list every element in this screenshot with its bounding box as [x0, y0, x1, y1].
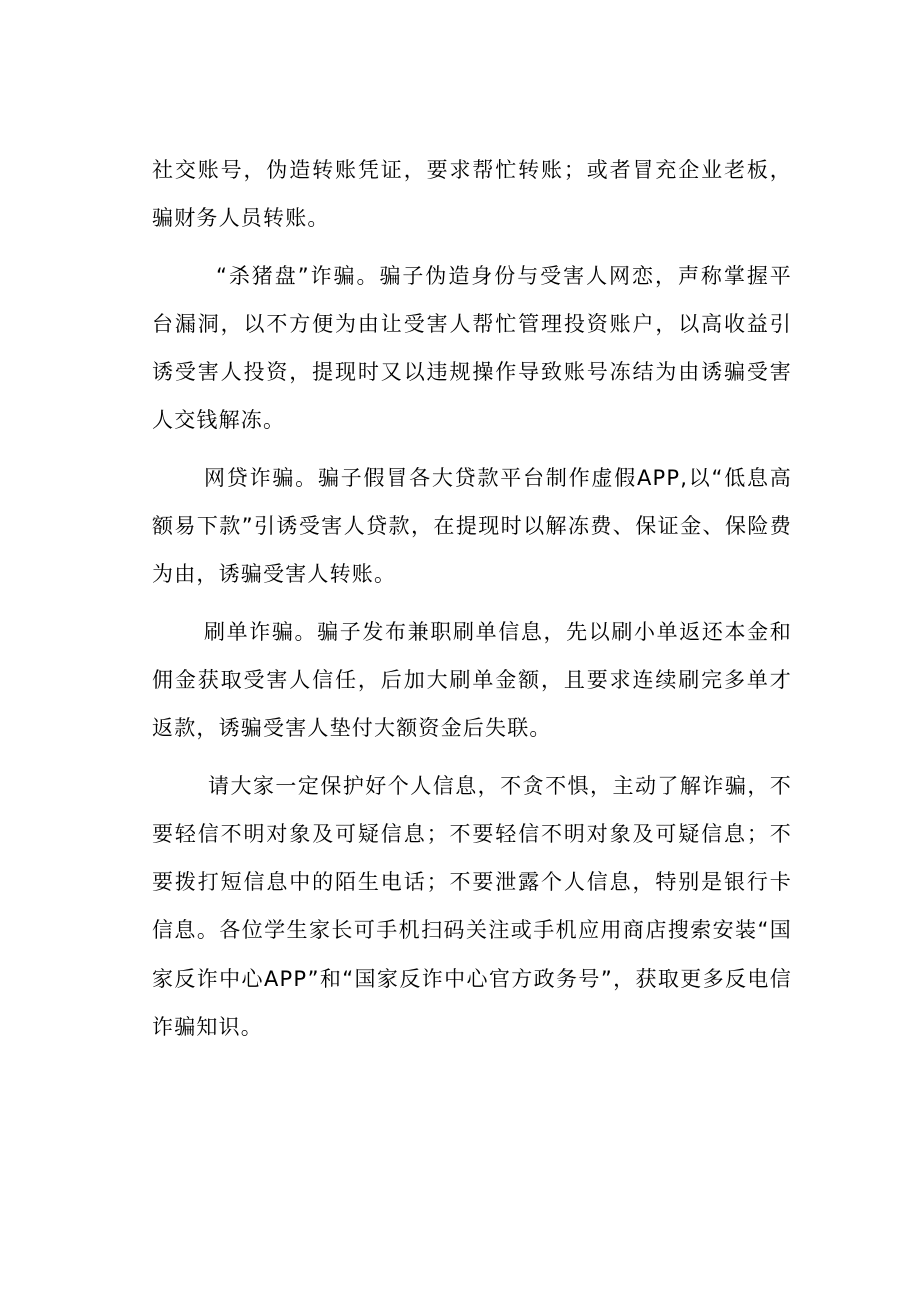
- paragraph-continued: 社交账号，伪造转账凭证，要求帮忙转账；或者冒充企业老板，骗财务人员转账。: [152, 158, 792, 231]
- paragraph-online-loan-scam: 网贷诈骗。骗子假冒各大贷款平台制作虚假APP,以“低息高额易下款”引诱受害人贷款，在提现时以解冻费、保证金、保险费为由，诱骗受害人转账。: [152, 465, 792, 587]
- paragraph-advice: 请大家一定保护好个人信息，不贪不惧，主动了解诈骗，不要轻信不明对象及可疑信息；不要轻信不明对象及可疑信息；不要拨打短信息中的陌生电话；不要泄露个人信息，特别是银行卡信息。各位学生家长可手机扫码关注或手机应用商店搜索安装“国家反诈中心APP”和“国家反诈中心官方政务号”，获取更多反电信诈骗知识。: [152, 773, 792, 1040]
- paragraph-pig-butchering-scam: “杀猪盘”诈骗。骗子伪造身份与受害人网恋，声称掌握平台漏洞，以不方便为由让受害人帮忙管理投资账户，以高收益引诱受害人投资，提现时又以违规操作导致账号冻结为由诱骗受害人交钱解冻。: [152, 263, 792, 433]
- paragraph-brushing-scam: 刷单诈骗。骗子发布兼职刷单信息，先以刷小单返还本金和佣金获取受害人信任，后加大刷单金额，且要求连续刷完多单才返款，诱骗受害人垫付大额资金后失联。: [152, 619, 792, 741]
- document-body: [152, 146, 792, 1060]
